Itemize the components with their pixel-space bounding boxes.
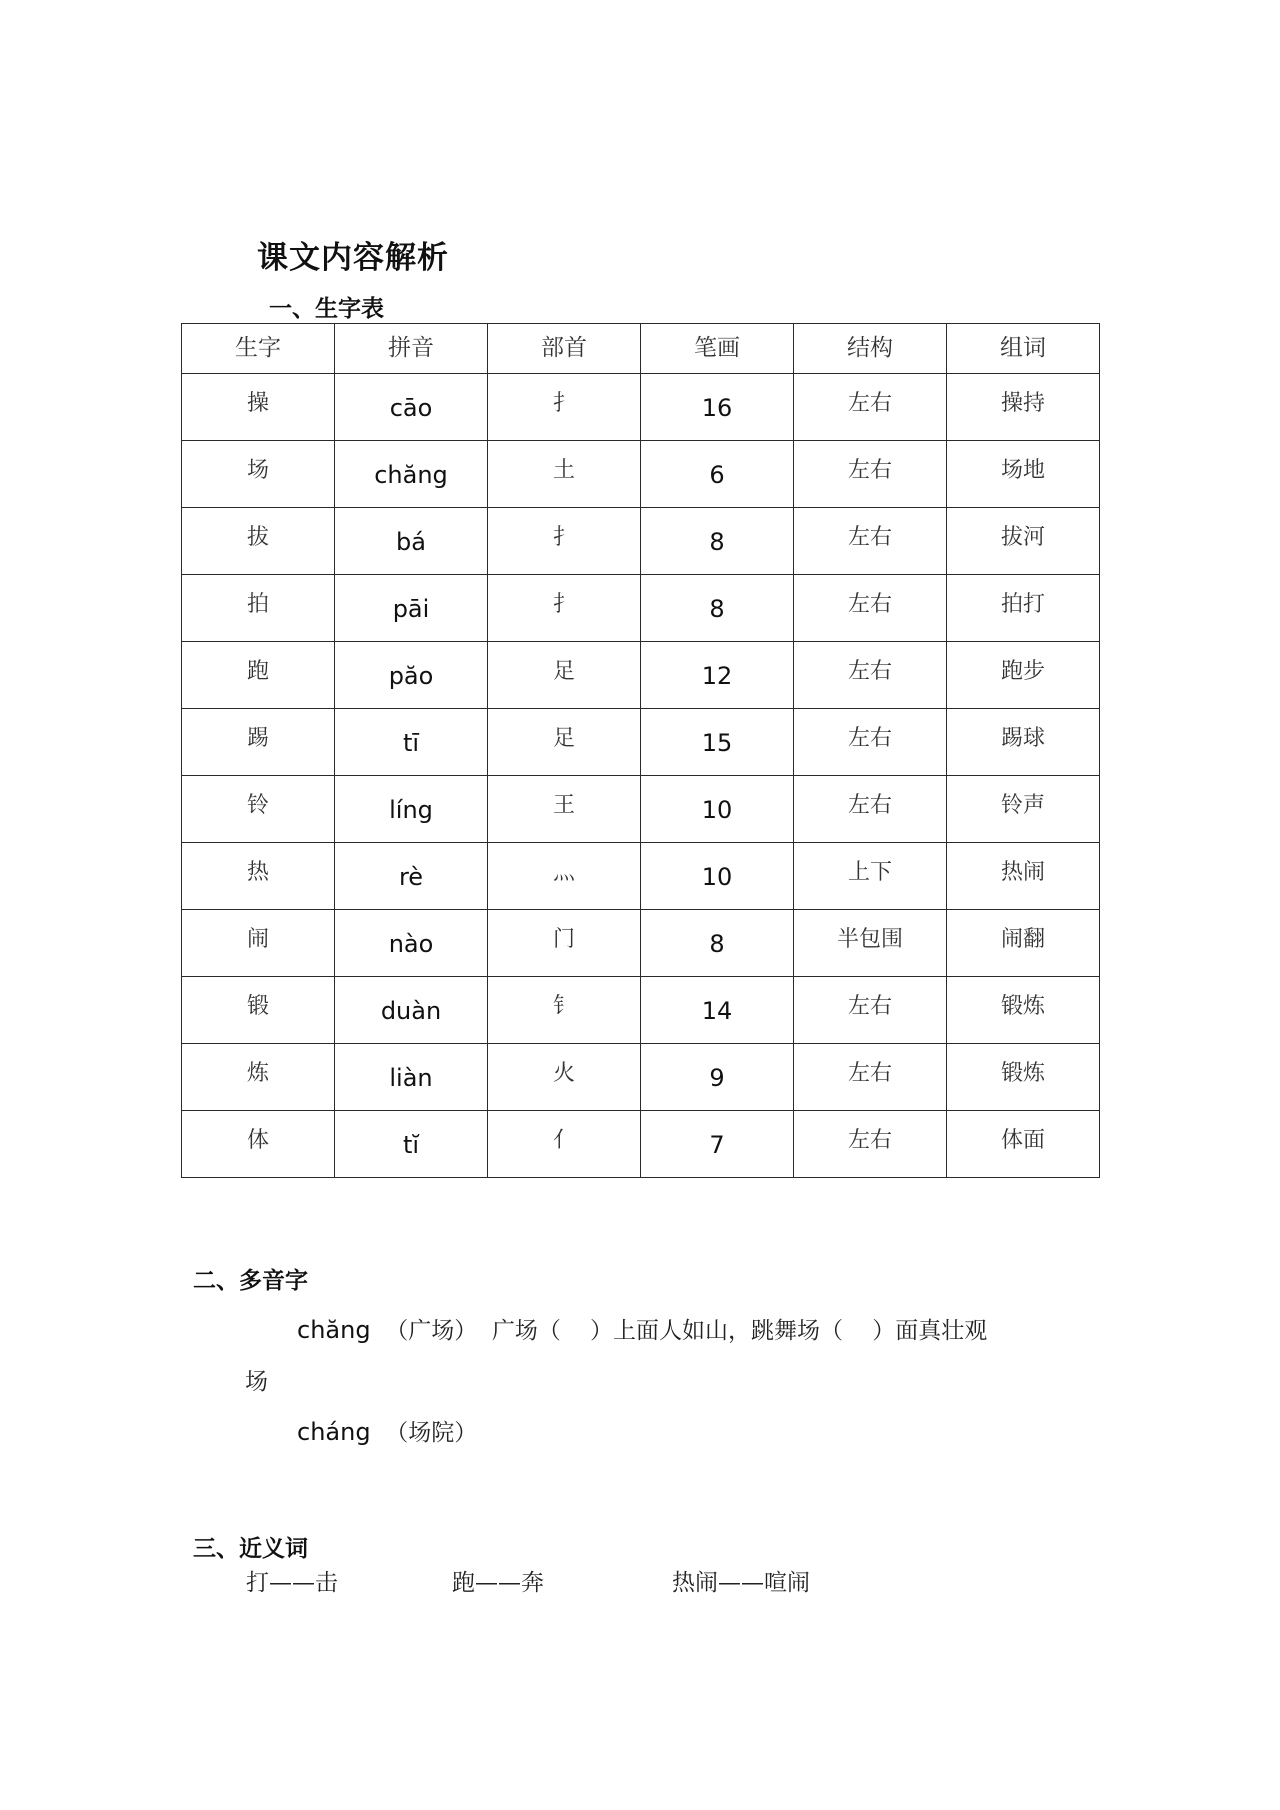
section-heading-polyphone: 二、多音字 <box>193 1267 308 1294</box>
char-cell <box>182 776 335 843</box>
header-radical: 部首 <box>488 324 641 374</box>
word-cell <box>947 1044 1100 1111</box>
section-heading-vocab-table: 一、生字表 <box>269 295 384 322</box>
pinyin-cell-text: chăng <box>374 461 448 489</box>
strokes-cell-text: 10 <box>701 796 733 824</box>
char-cell-text: 热 <box>246 860 269 885</box>
structure-cell-text: 左右 <box>847 391 892 416</box>
table-row <box>182 1111 1100 1178</box>
strokes-cell-text: 8 <box>709 930 725 958</box>
strokes-cell-text: 8 <box>709 528 725 556</box>
word-cell <box>947 843 1100 910</box>
char-cell <box>182 374 335 441</box>
pinyin-cell <box>335 508 488 575</box>
strokes-cell <box>641 642 794 709</box>
char-cell-text: 拍 <box>246 592 269 617</box>
table-row <box>182 508 1100 575</box>
header-structure: 结构 <box>794 324 947 374</box>
pinyin-cell <box>335 776 488 843</box>
char-cell-text: 锻 <box>246 994 269 1019</box>
radical-cell-text: 王 <box>552 793 575 818</box>
pinyin-cell <box>335 1044 488 1111</box>
char-cell-text: 闹 <box>246 927 269 952</box>
strokes-cell <box>641 1111 794 1178</box>
char-cell-text: 体 <box>246 1128 269 1153</box>
structure-cell-text: 左右 <box>847 1061 892 1086</box>
header-word: 组词 <box>947 324 1100 374</box>
structure-cell <box>794 843 947 910</box>
strokes-cell-text: 14 <box>701 997 733 1025</box>
pinyin-cell-text: tĭ <box>402 1131 420 1159</box>
radical-cell-text: 灬 <box>552 860 575 885</box>
radical-cell <box>488 508 641 575</box>
strokes-cell-text: 6 <box>709 461 725 489</box>
strokes-cell <box>641 843 794 910</box>
pinyin: chăng <box>297 1316 371 1344</box>
table-row <box>182 776 1100 843</box>
word-cell-text: 热闹 <box>1000 860 1045 885</box>
word-cell <box>947 977 1100 1044</box>
table-row <box>182 843 1100 910</box>
structure-cell-text: 左右 <box>847 525 892 550</box>
strokes-cell <box>641 776 794 843</box>
pinyin-cell-text: rè <box>398 863 424 891</box>
table-header-row <box>182 324 1100 374</box>
table-row <box>182 977 1100 1044</box>
pinyin-cell <box>335 642 488 709</box>
header-pinyin: 拼音 <box>335 324 488 374</box>
header-strokes: 笔画 <box>641 324 794 374</box>
structure-cell-text: 左右 <box>847 793 892 818</box>
pinyin-cell-text: duàn <box>380 997 442 1025</box>
word-cell <box>947 374 1100 441</box>
radical-cell <box>488 1044 641 1111</box>
pinyin-cell-text: păo <box>388 662 434 690</box>
structure-cell <box>794 642 947 709</box>
vocab-table <box>181 323 1100 1178</box>
pinyin-cell <box>335 374 488 441</box>
pinyin-cell <box>335 441 488 508</box>
structure-cell-text: 左右 <box>847 592 892 617</box>
char-cell-text: 场 <box>246 458 269 483</box>
word-cell-text: 拔河 <box>1000 525 1045 550</box>
radical-cell-text: 钅 <box>552 994 575 1019</box>
char-cell-text: 炼 <box>246 1061 269 1086</box>
word-cell <box>947 441 1100 508</box>
radical-cell-text: 火 <box>552 1061 575 1086</box>
radical-cell-text: 足 <box>552 726 575 751</box>
char-cell <box>182 575 335 642</box>
word-cell-text: 操持 <box>1000 391 1045 416</box>
strokes-cell <box>641 508 794 575</box>
example-word: （广场） <box>385 1318 478 1344</box>
page-title: 课文内容解析 <box>257 240 449 276</box>
strokes-cell-text: 7 <box>709 1131 725 1159</box>
polyphone-reading-1 <box>297 1312 987 1345</box>
strokes-cell-text: 12 <box>701 662 733 690</box>
strokes-cell-text: 16 <box>701 394 733 422</box>
radical-cell <box>488 575 641 642</box>
word-cell <box>947 508 1100 575</box>
header-char: 生字 <box>182 324 335 374</box>
char-cell <box>182 441 335 508</box>
structure-cell <box>794 508 947 575</box>
radical-cell-text: 土 <box>552 458 575 483</box>
radical-cell <box>488 374 641 441</box>
pinyin-cell <box>335 910 488 977</box>
radical-cell-text: 门 <box>552 927 575 952</box>
radical-cell-text: 扌 <box>552 525 575 550</box>
table-row <box>182 709 1100 776</box>
word-cell-text: 拍打 <box>1000 592 1045 617</box>
structure-cell <box>794 1044 947 1111</box>
word-cell-text: 锻炼 <box>1000 1061 1045 1086</box>
word-cell <box>947 575 1100 642</box>
pinyin-cell <box>335 575 488 642</box>
word-cell-text: 场地 <box>1000 458 1045 483</box>
pinyin-cell <box>335 977 488 1044</box>
char-cell-text: 铃 <box>246 793 269 818</box>
structure-cell <box>794 374 947 441</box>
word-cell <box>947 910 1100 977</box>
table-row <box>182 1044 1100 1111</box>
word-cell-text: 踢球 <box>1000 726 1045 751</box>
radical-cell <box>488 642 641 709</box>
pinyin-cell <box>335 843 488 910</box>
radical-cell <box>488 910 641 977</box>
pinyin-cell-text: nào <box>388 930 434 958</box>
structure-cell-text: 左右 <box>847 659 892 684</box>
pinyin-cell-text: cāo <box>389 394 433 422</box>
char-cell <box>182 508 335 575</box>
synonym-pair: 热闹——喧闹 <box>672 1570 810 1596</box>
char-cell-text: 跑 <box>246 659 269 684</box>
pinyin-cell-text: líng <box>389 796 433 824</box>
table-row <box>182 642 1100 709</box>
structure-cell <box>794 709 947 776</box>
table-row <box>182 374 1100 441</box>
strokes-cell <box>641 977 794 1044</box>
example-word: （场院） <box>385 1420 478 1446</box>
char-cell <box>182 843 335 910</box>
fill-blank-sentence: 广场（ ）上面人如山，跳舞场（ ）面真壮观 <box>491 1318 988 1344</box>
synonym-pair: 跑——奔 <box>452 1570 544 1596</box>
word-cell-text: 体面 <box>1000 1128 1045 1153</box>
strokes-cell <box>641 441 794 508</box>
strokes-cell-text: 8 <box>709 595 725 623</box>
structure-cell <box>794 977 947 1044</box>
strokes-cell <box>641 575 794 642</box>
char-cell <box>182 1044 335 1111</box>
strokes-cell-text: 15 <box>701 729 733 757</box>
char-cell <box>182 977 335 1044</box>
char-cell-text: 操 <box>246 391 269 416</box>
strokes-cell-text: 10 <box>701 863 733 891</box>
structure-cell <box>794 776 947 843</box>
word-cell-text: 锻炼 <box>1000 994 1045 1019</box>
word-cell <box>947 776 1100 843</box>
word-cell-text: 跑步 <box>1000 659 1045 684</box>
word-cell-text: 闹翻 <box>1000 927 1045 952</box>
structure-cell-text: 左右 <box>847 1128 892 1153</box>
structure-cell <box>794 575 947 642</box>
radical-cell <box>488 1111 641 1178</box>
strokes-cell <box>641 1044 794 1111</box>
char-cell <box>182 709 335 776</box>
structure-cell <box>794 1111 947 1178</box>
word-cell <box>947 709 1100 776</box>
radical-cell <box>488 977 641 1044</box>
structure-cell-text: 半包围 <box>836 927 903 952</box>
polyphone-reading-2 <box>297 1414 477 1447</box>
structure-cell-text: 左右 <box>847 994 892 1019</box>
radical-cell <box>488 441 641 508</box>
radical-cell <box>488 843 641 910</box>
structure-cell <box>794 441 947 508</box>
structure-cell-text: 左右 <box>847 458 892 483</box>
table-row <box>182 910 1100 977</box>
radical-cell <box>488 776 641 843</box>
pinyin: cháng <box>297 1418 371 1446</box>
strokes-cell <box>641 374 794 441</box>
char-cell <box>182 1111 335 1178</box>
strokes-cell <box>641 709 794 776</box>
char-cell-text: 踢 <box>246 726 269 751</box>
radical-cell-text: 足 <box>552 659 575 684</box>
char-cell-text: 拔 <box>246 525 269 550</box>
radical-cell-text: 扌 <box>552 391 575 416</box>
table-row <box>182 441 1100 508</box>
word-cell <box>947 642 1100 709</box>
polyphone-char: 场 <box>245 1369 268 1395</box>
synonym-pair: 打——击 <box>246 1570 338 1596</box>
word-cell-text: 铃声 <box>1000 793 1045 818</box>
radical-cell-text: 扌 <box>552 592 575 617</box>
pinyin-cell <box>335 1111 488 1178</box>
word-cell <box>947 1111 1100 1178</box>
section-heading-synonyms: 三、近义词 <box>193 1535 308 1562</box>
char-cell <box>182 910 335 977</box>
structure-cell-text: 左右 <box>847 726 892 751</box>
structure-cell <box>794 910 947 977</box>
structure-cell-text: 上下 <box>847 860 892 885</box>
radical-cell <box>488 709 641 776</box>
pinyin-cell-text: bá <box>396 528 426 556</box>
table-row <box>182 575 1100 642</box>
pinyin-cell-text: liàn <box>389 1064 433 1092</box>
pinyin-cell-text: pāi <box>392 595 430 623</box>
pinyin-cell <box>335 709 488 776</box>
strokes-cell-text: 9 <box>709 1064 725 1092</box>
radical-cell-text: 亻 <box>552 1128 575 1153</box>
pinyin-cell-text: tī <box>402 729 420 757</box>
strokes-cell <box>641 910 794 977</box>
char-cell <box>182 642 335 709</box>
